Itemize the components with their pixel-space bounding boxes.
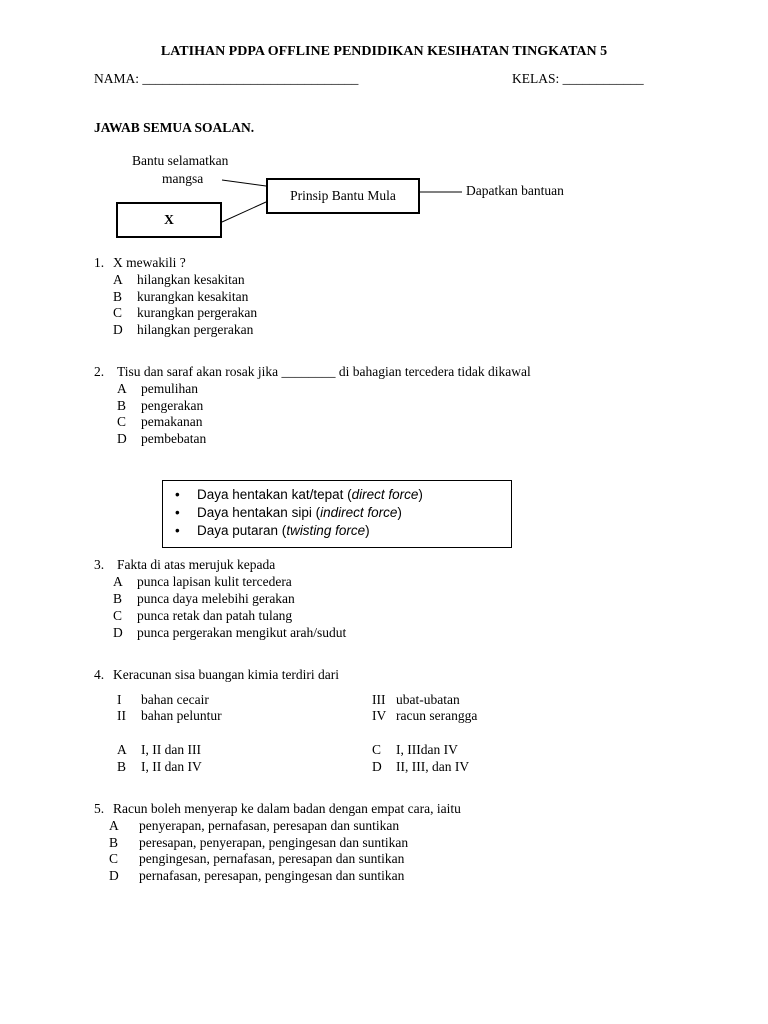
name-field-label: NAMA: ________________________________ <box>94 71 359 86</box>
page-title: LATIHAN PDPA OFFLINE PENDIDIKAN KESIHATAN TINGKATAN 5 <box>160 44 608 59</box>
fact-item <box>175 487 423 502</box>
q2-option-c[interactable] <box>117 414 202 430</box>
q2-option-a[interactable] <box>117 381 198 397</box>
bullet-icon: • <box>175 523 180 538</box>
option-text: pengerakan <box>141 398 204 413</box>
q1-option-d[interactable] <box>113 322 253 338</box>
question-4-text: Keracunan sisa buangan kimia terdiri dari <box>113 667 340 682</box>
option-text: I, II dan III <box>141 742 201 757</box>
question-3-text: Fakta di atas merujuk kepada <box>117 557 276 572</box>
roman-numeral: IV <box>372 708 387 723</box>
option-letter: B <box>117 398 127 413</box>
fact-item <box>175 505 402 520</box>
diagram-center-box <box>266 178 420 214</box>
diagram-x-label: X <box>164 212 174 227</box>
q1-option-a[interactable] <box>113 272 245 288</box>
option-text: hilangkan kesakitan <box>137 272 245 287</box>
option-text: punca pergerakan mengikut arah/sudut <box>137 625 347 640</box>
roman-numeral: I <box>117 692 122 707</box>
diagram-x-box <box>116 202 222 238</box>
option-text: II, III, dan IV <box>396 759 470 774</box>
option-text: kurangkan pergerakan <box>137 305 258 320</box>
fact-end: ) <box>365 523 370 538</box>
option-letter: D <box>113 322 123 337</box>
diagram-left-label-line2: mangsa <box>162 171 204 186</box>
q4-option-c[interactable] <box>372 742 458 758</box>
fact-end: ) <box>418 487 423 502</box>
q3-option-c[interactable] <box>113 608 292 624</box>
question-2-number: 2. <box>94 364 105 379</box>
option-letter: B <box>113 289 123 304</box>
q4-item-ii <box>117 708 222 724</box>
option-letter: B <box>117 759 127 774</box>
option-letter: D <box>113 625 123 640</box>
option-text: I, II dan IV <box>141 759 202 774</box>
item-text: ubat-ubatan <box>396 692 460 707</box>
q4-item-iv <box>372 708 477 724</box>
fact-item <box>175 523 370 538</box>
option-letter: A <box>117 381 127 396</box>
facts-box <box>162 480 512 548</box>
fact-english-term: direct force <box>351 487 419 502</box>
option-letter: C <box>113 305 123 320</box>
diagram-right-label: Dapatkan bantuan <box>466 183 564 198</box>
q1-option-c[interactable] <box>113 305 257 321</box>
q3-option-a[interactable] <box>113 574 292 590</box>
question-1-text: X mewakili ? <box>113 255 186 270</box>
option-text: hilangkan pergerakan <box>137 322 254 337</box>
item-text: bahan peluntur <box>141 708 222 723</box>
option-letter: A <box>113 272 123 287</box>
q2-option-b[interactable] <box>117 398 203 414</box>
option-letter: C <box>117 414 127 429</box>
option-letter: A <box>113 574 123 589</box>
q2-option-d[interactable] <box>117 431 206 447</box>
q4-item-iii <box>372 692 460 708</box>
item-text: racun serangga <box>396 708 478 723</box>
option-letter: D <box>372 759 382 774</box>
fact-text: Daya putaran ( <box>197 523 287 538</box>
option-letter: C <box>113 608 123 623</box>
option-text: kurangkan kesakitan <box>137 289 249 304</box>
diagram-left-label-line1: Bantu selamatkan <box>132 153 229 168</box>
option-text: I, IIIdan IV <box>396 742 458 757</box>
bullet-icon: • <box>175 505 180 520</box>
fact-text: Daya hentakan sipi ( <box>197 505 321 520</box>
option-text: pernafasan, peresapan, pengingesan dan suntikan <box>139 868 405 883</box>
option-text: pemakanan <box>141 414 203 429</box>
option-text: pembebatan <box>141 431 207 446</box>
option-letter: C <box>372 742 382 757</box>
q4-option-b[interactable] <box>117 759 202 775</box>
q5-option-a[interactable] <box>109 818 399 834</box>
q3-option-b[interactable] <box>113 591 295 607</box>
option-text: pengingesan, pernafasan, peresapan dan suntikan <box>139 851 405 866</box>
option-letter: A <box>117 742 127 757</box>
option-letter: B <box>109 835 119 850</box>
option-text: punca retak dan patah tulang <box>137 608 293 623</box>
option-letter: C <box>109 851 119 866</box>
q5-option-b[interactable] <box>109 835 408 851</box>
option-text: peresapan, penyerapan, pengingesan dan suntikan <box>139 835 409 850</box>
instruction: JAWAB SEMUA SOALAN. <box>94 120 255 135</box>
question-5-number: 5. <box>94 801 105 816</box>
fact-english-term: indirect force <box>320 505 398 520</box>
q4-item-i <box>117 692 209 708</box>
option-letter: D <box>109 868 119 883</box>
option-letter: D <box>117 431 127 446</box>
question-1-number: 1. <box>94 255 105 270</box>
fact-end: ) <box>397 505 402 520</box>
diagram-center-label: Prinsip Bantu Mula <box>290 188 396 203</box>
option-text: penyerapan, pernafasan, peresapan dan suntikan <box>139 818 400 833</box>
bullet-icon: • <box>175 487 180 502</box>
option-letter: B <box>113 591 123 606</box>
question-4-number: 4. <box>94 667 105 682</box>
item-text: bahan cecair <box>141 692 209 707</box>
option-text: punca daya melebihi gerakan <box>137 591 295 606</box>
option-text: punca lapisan kulit tercedera <box>137 574 292 589</box>
question-5-text: Racun boleh menyerap ke dalam badan dengan empat cara, iaitu <box>113 801 461 816</box>
class-field-label: KELAS: ____________ <box>512 71 644 86</box>
option-letter: A <box>109 818 119 833</box>
q3-option-d[interactable] <box>113 625 346 641</box>
q1-option-b[interactable] <box>113 289 248 305</box>
q4-option-a[interactable] <box>117 742 201 758</box>
q5-option-d[interactable] <box>109 868 404 884</box>
fact-text: Daya hentakan kat/tepat ( <box>197 487 352 502</box>
roman-numeral: II <box>117 708 126 723</box>
fact-english-term: twisting force <box>286 523 366 538</box>
q4-option-d[interactable] <box>372 759 469 775</box>
question-3-number: 3. <box>94 557 105 572</box>
option-text: pemulihan <box>141 381 198 396</box>
roman-numeral: III <box>372 692 386 707</box>
question-2-text: Tisu dan saraf akan rosak jika ________ di bahagian tercedera tidak dikawal <box>117 364 531 379</box>
q5-option-c[interactable] <box>109 851 404 867</box>
